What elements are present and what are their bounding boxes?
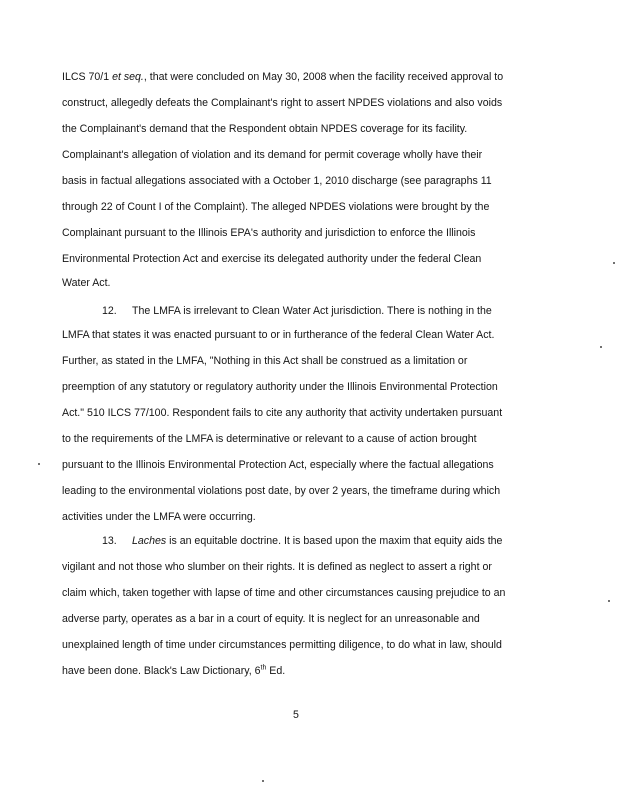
body-line: Act." 510 ILCS 77/100. Respondent fails to cite any authority that activity undertaken pursuant	[62, 407, 503, 419]
body-line: Complainant pursuant to the Illinois EPA's authority and jurisdiction to enforce the Illinois	[62, 227, 476, 239]
body-line: Environmental Protection Act and exercise its delegated authority under the federal Clean	[62, 253, 482, 265]
body-line: claim which, taken together with lapse of time and other circumstances causing prejudice to an	[62, 587, 506, 599]
body-line: Complainant's allegation of violation and its demand for permit coverage wholly have their	[62, 149, 483, 161]
body-line: construct, allegedly defeats the Complainant's right to assert NPDES violations and also voids	[62, 97, 503, 109]
paragraph-13-first-line: 13. Laches is an equitable doctrine. It is based upon the maxim that equity aids the	[102, 535, 503, 547]
scan-speck	[262, 780, 264, 782]
scan-speck	[608, 600, 610, 602]
body-line: the Complainant's demand that the Respondent obtain NPDES coverage for its facility.	[62, 123, 468, 135]
scan-speck	[613, 262, 615, 264]
body-line: Water Act.	[62, 277, 111, 289]
body-line: vigilant and not those who slumber on their rights. It is defined as neglect to assert a right or	[62, 561, 492, 573]
body-line: ILCS 70/1 et seq., that were concluded on May 30, 2008 when the facility received approval to	[62, 71, 504, 83]
body-line: pursuant to the Illinois Environmental Protection Act, especially where the factual allegations	[62, 459, 494, 471]
body-line: adverse party, operates as a bar in a court of equity. It is neglect for an unreasonable and	[62, 613, 480, 625]
body-line: to the requirements of the LMFA is determinative or relevant to a cause of action brought	[62, 433, 477, 445]
paragraph-number: 12.	[102, 305, 117, 317]
page-number: 5	[293, 709, 299, 721]
body-line: activities under the LMFA were occurring.	[62, 511, 256, 523]
body-line: Further, as stated in the LMFA, "Nothing in this Act shall be construed as a limitation or	[62, 355, 468, 367]
scan-speck	[600, 346, 602, 348]
body-line: have been done. Black's Law Dictionary, 6th Ed.	[62, 664, 286, 677]
body-line: leading to the environmental violations post date, by over 2 years, the timeframe during which	[62, 485, 501, 497]
paragraph-number: 13.	[102, 535, 117, 547]
body-line: preemption of any statutory or regulatory authority under the Illinois Environmental Protection	[62, 381, 498, 393]
body-line: through 22 of Count I of the Complaint). The alleged NPDES violations were brought by the	[62, 201, 490, 213]
body-line: basis in factual allegations associated with a October 1, 2010 discharge (see paragraphs 11	[62, 175, 492, 187]
scan-speck	[38, 463, 40, 465]
body-line: unexplained length of time under circumstances permitting diligence, to do what in law, should	[62, 639, 502, 651]
body-line: LMFA that states it was enacted pursuant to or in furtherance of the federal Clean Water Act.	[62, 329, 495, 341]
paragraph-12-first-line: 12. The LMFA is irrelevant to Clean Water Act jurisdiction. There is nothing in the	[102, 305, 492, 317]
